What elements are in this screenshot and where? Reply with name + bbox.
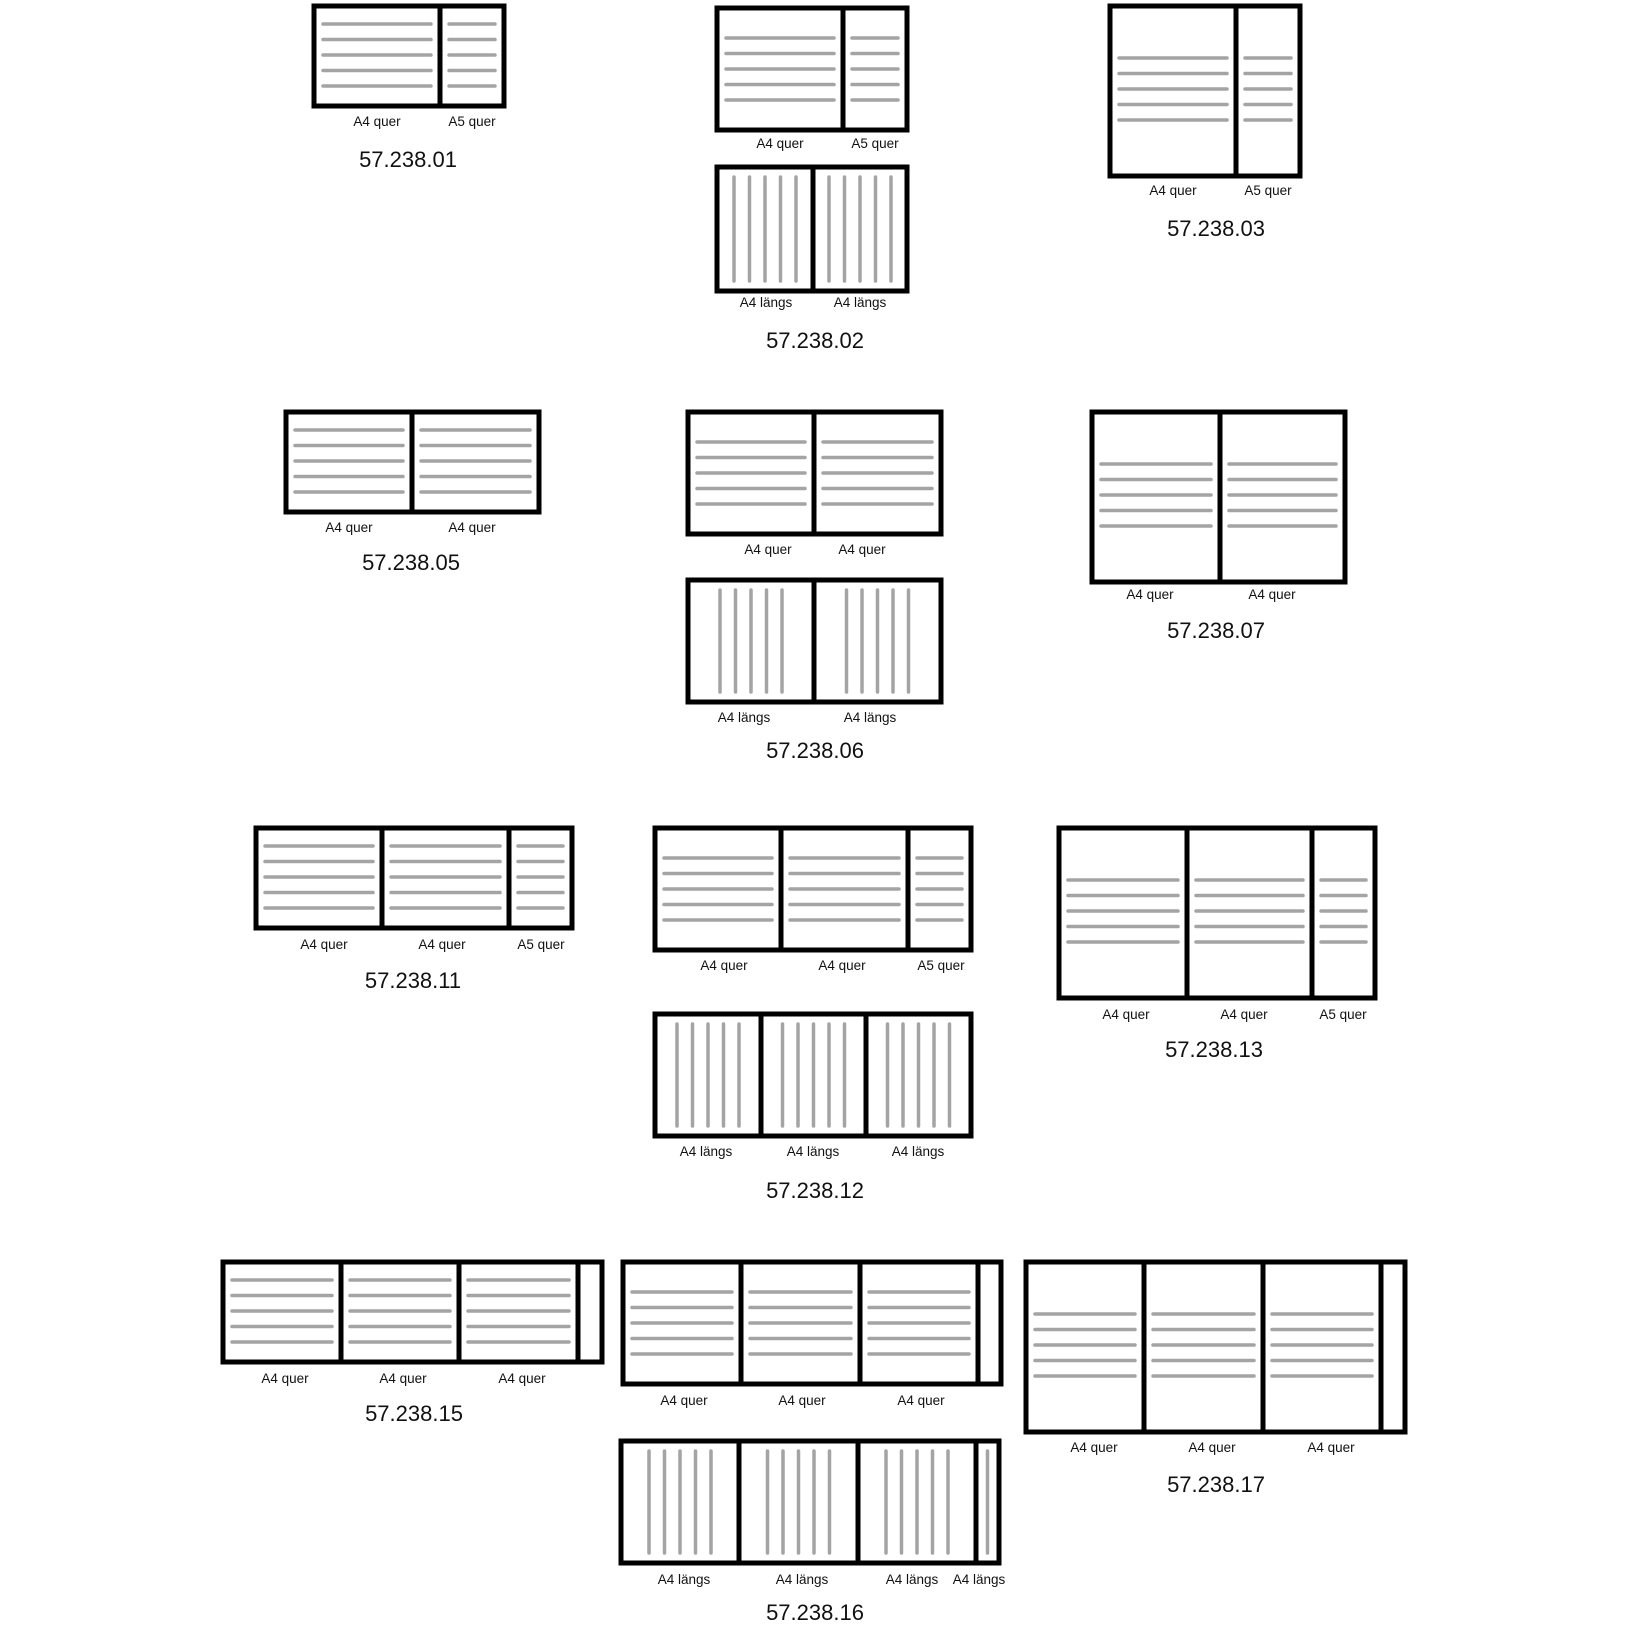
unit-57-238-15: [223, 1262, 602, 1426]
unit-57-238-02: [717, 8, 907, 353]
product-code: 57.238.13: [1165, 1037, 1263, 1062]
cabinet-top-view: [717, 8, 907, 151]
cabinet-frame: [621, 1441, 999, 1563]
product-code: 57.238.01: [359, 147, 457, 172]
cabinet-top-view: [286, 412, 539, 535]
unit-57-238-07: [1092, 412, 1345, 643]
format-label-a4-quer: A4 quer: [353, 114, 401, 129]
cabinet-top-view: [1110, 6, 1300, 198]
product-code: 57.238.02: [766, 328, 864, 353]
format-label-a4-quer: A4 quer: [1149, 183, 1197, 198]
format-label-a4-quer: A4 quer: [325, 520, 373, 535]
format-label-a4-quer: A4 quer: [1188, 1440, 1236, 1455]
format-label-a4-laengs: A4 längs: [833, 295, 887, 310]
format-label-a4-quer: A4 quer: [700, 958, 748, 973]
format-label-a4-laengs: A4 längs: [786, 1144, 840, 1159]
unit-57-238-16: [621, 1262, 1006, 1625]
format-label-a4-laengs: A4 längs: [885, 1572, 939, 1587]
unit-57-238-01: [314, 6, 504, 172]
cabinet-top-view: [223, 1262, 602, 1386]
unit-57-238-03: [1110, 6, 1300, 241]
format-label-a4-quer: A4 quer: [498, 1371, 546, 1386]
format-label-a4-laengs: A4 längs: [657, 1572, 711, 1587]
cabinet-side-view: [655, 1014, 971, 1159]
format-label-a4-laengs: A4 längs: [891, 1144, 945, 1159]
unit-57-238-12: [655, 828, 971, 1203]
cabinet-top-view: [256, 828, 572, 952]
format-label-a4-quer: A4 quer: [744, 542, 792, 557]
format-label-a4-quer: A4 quer: [448, 520, 496, 535]
format-label-a4-quer: A4 quer: [261, 1371, 309, 1386]
format-label-a4-laengs: A4 längs: [843, 710, 897, 725]
cabinet-top-view: [314, 6, 504, 129]
product-code: 57.238.05: [362, 550, 460, 575]
format-label-a4-quer: A4 quer: [1307, 1440, 1355, 1455]
cabinet-side-view: [688, 580, 941, 725]
product-code: 57.238.17: [1167, 1472, 1265, 1497]
cabinet-side-view: [621, 1441, 1006, 1587]
format-label-a4-quer: A4 quer: [818, 958, 866, 973]
format-label-a4-laengs: A4 längs: [717, 710, 771, 725]
cabinet-top-view: [623, 1262, 1001, 1408]
cabinet-top-view: [1026, 1262, 1405, 1455]
format-label-a5-quer: A5 quer: [851, 136, 899, 151]
cabinet-frame: [1110, 6, 1300, 176]
format-label-a4-quer: A4 quer: [300, 937, 348, 952]
format-label-a4-quer: A4 quer: [418, 937, 466, 952]
product-code: 57.238.11: [364, 968, 462, 993]
format-label-a4-quer: A4 quer: [660, 1393, 708, 1408]
format-label-a4-laengs: A4 längs: [775, 1572, 829, 1587]
format-label-a4-quer: A4 quer: [1070, 1440, 1118, 1455]
format-label-a4-quer: A4 quer: [778, 1393, 826, 1408]
format-label-a4-quer: A4 quer: [897, 1393, 945, 1408]
product-code: 57.238.16: [766, 1600, 864, 1625]
format-label-a5-quer: A5 quer: [448, 114, 496, 129]
unit-57-238-13: [1059, 828, 1375, 1062]
cabinet-frame: [1026, 1262, 1405, 1432]
product-code: 57.238.06: [766, 738, 864, 763]
unit-57-238-11: [256, 828, 572, 993]
cabinet-top-view: [1092, 412, 1345, 602]
cabinet-top-view: [688, 412, 941, 557]
format-label-a4-quer: A4 quer: [756, 136, 804, 151]
format-label-a4-laengs: A4 längs: [952, 1572, 1006, 1587]
format-label-a5-quer: A5 quer: [1244, 183, 1292, 198]
format-label-a5-quer: A5 quer: [917, 958, 965, 973]
format-label-a4-laengs: A4 längs: [679, 1144, 733, 1159]
format-label-a5-quer: A5 quer: [517, 937, 565, 952]
format-label-a5-quer: A5 quer: [1319, 1007, 1367, 1022]
format-label-a4-laengs: A4 längs: [739, 295, 793, 310]
product-code: 57.238.15: [365, 1401, 463, 1426]
format-label-a4-quer: A4 quer: [1102, 1007, 1150, 1022]
product-code: 57.238.12: [766, 1178, 864, 1203]
cabinet-top-view: [655, 828, 971, 973]
format-label-a4-quer: A4 quer: [838, 542, 886, 557]
unit-57-238-06: [688, 412, 941, 763]
unit-57-238-05: [286, 412, 539, 575]
product-code: 57.238.07: [1167, 618, 1265, 643]
format-label-a4-quer: A4 quer: [379, 1371, 427, 1386]
cabinet-side-view: [717, 167, 907, 310]
cabinet-top-view: [1059, 828, 1375, 1022]
cabinet-frame: [1059, 828, 1375, 998]
product-code: 57.238.03: [1167, 216, 1265, 241]
format-label-a4-quer: A4 quer: [1220, 1007, 1268, 1022]
format-label-a4-quer: A4 quer: [1248, 587, 1296, 602]
format-label-a4-quer: A4 quer: [1126, 587, 1174, 602]
unit-57-238-17: [1026, 1262, 1405, 1497]
